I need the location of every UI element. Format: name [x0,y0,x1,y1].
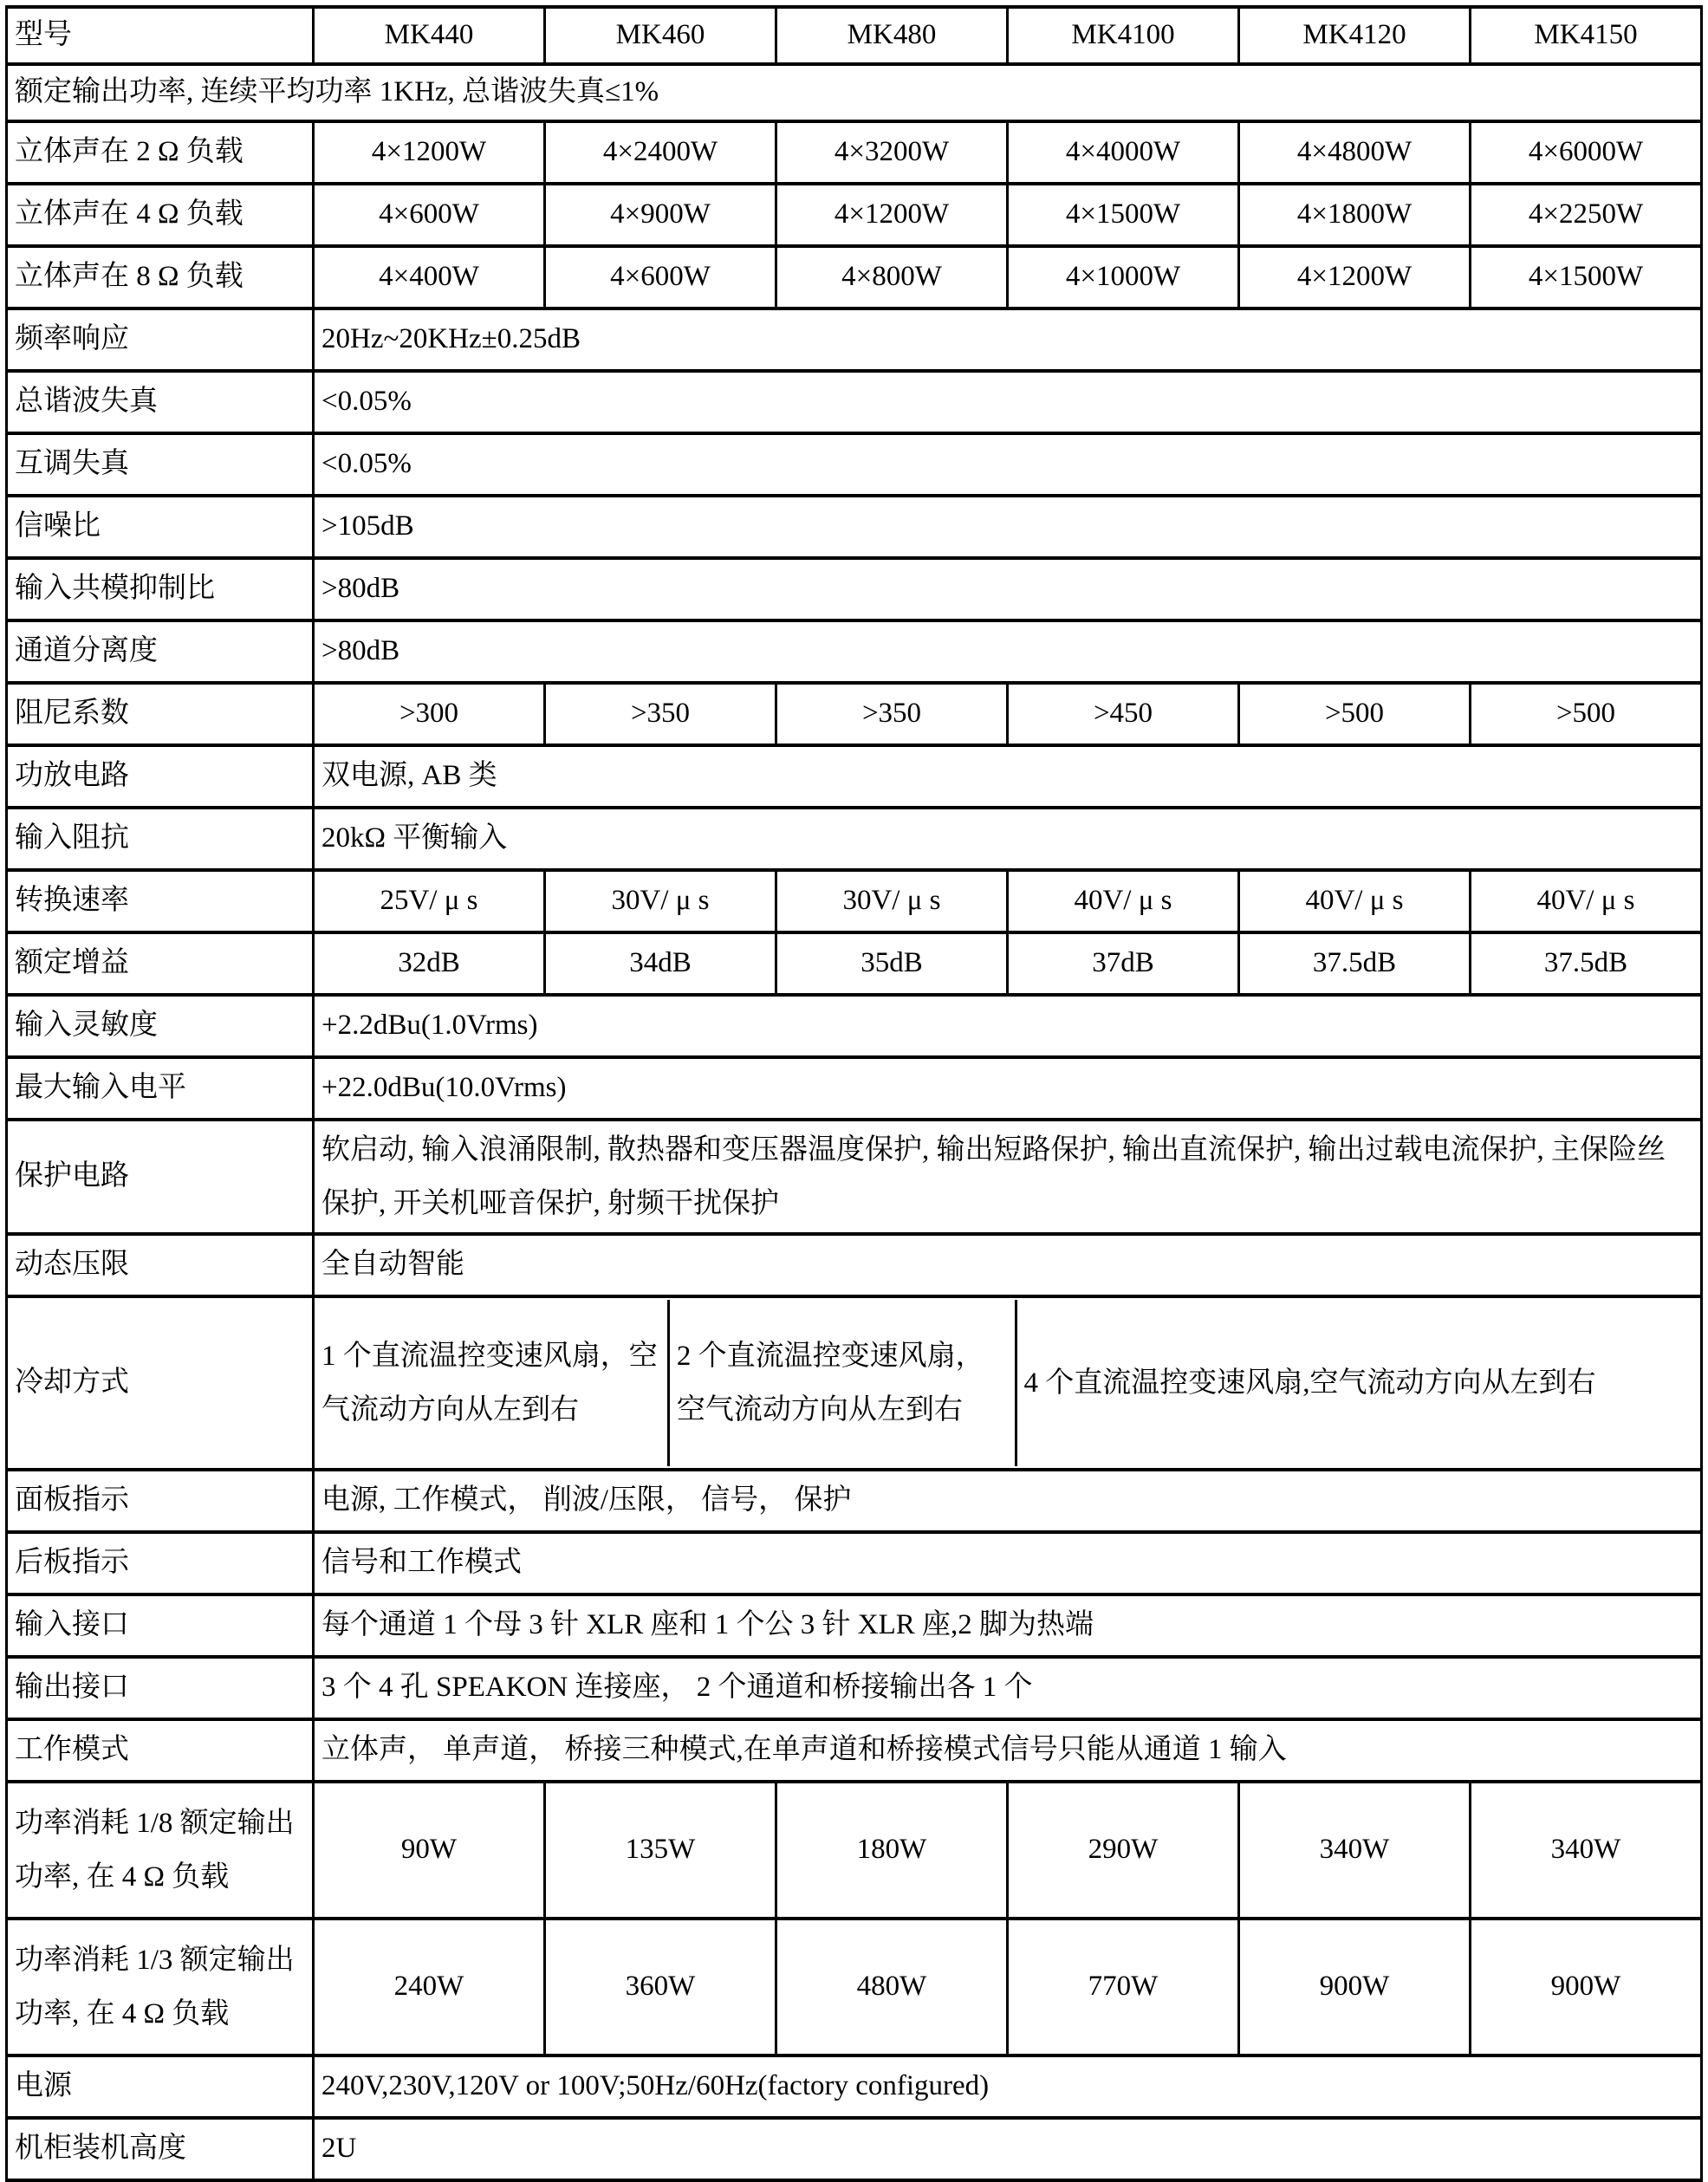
cooling-cell-quad-fan: 4 个直流温控变速风扇,空气流动方向从左到右 [1023,1367,1596,1399]
row-value: 4×1500W [1008,184,1239,246]
row-value: 37.5dB [1471,932,1702,995]
row-label: 机柜装机高度 [7,2118,314,2180]
cooling-cell-dual-fan: 2 个直流温控变速风扇，空气流动方向从左到右 [670,1300,1017,1466]
row-value: 4×1200W [1239,246,1471,308]
row-work-modes [7,1719,1702,1782]
row-value: 900W [1239,1919,1471,2055]
row-value: 信号和工作模式 [314,1532,1702,1594]
row-value: 4×2250W [1471,184,1702,246]
row-value: 770W [1008,1919,1239,2055]
row-value: 340W [1239,1782,1471,1919]
row-value: 240V,230V,120V or 100V;50Hz/60Hz(factory configured) [314,2055,1702,2118]
row-amp-circuit [7,745,1702,808]
row-stereo-2ohm [7,121,1702,184]
row-value: 4×1200W [776,184,1008,246]
row-value: +2.2dBu(1.0Vrms) [314,995,1702,1057]
row-channel-separation [7,620,1702,683]
row-label: 工作模式 [7,1719,314,1782]
model-header-mk440: MK440 [314,7,545,64]
row-value: 135W [545,1782,776,1919]
row-label: 输入灵敏度 [7,995,314,1057]
row-label: 互调失真 [7,433,314,496]
row-mains-power [7,2055,1702,2118]
row-max-input-level [7,1057,1702,1120]
row-rack-height [7,2118,1702,2180]
row-label: 电源 [7,2055,314,2118]
row-value: 软启动, 输入浪涌限制, 散热器和变压器温度保护, 输出短路保护, 输出直流保护, 输出过载电流保护, 主保险丝保护, 开关机哑音保护, 射频干扰保护 [314,1120,1702,1234]
row-value: <0.05% [314,433,1702,496]
row-front-panel-indicators [7,1470,1702,1532]
row-label: 冷却方式 [7,1296,314,1470]
row-value: 290W [1008,1782,1239,1919]
row-value: >80dB [314,558,1702,620]
row-value: 340W [1471,1782,1702,1919]
row-value: 4×900W [545,184,776,246]
row-value: <0.05% [314,371,1702,433]
row-label: 功率消耗 1/3 额定输出功率, 在 4 Ω 负载 [7,1919,314,2055]
row-label: 输出接口 [7,1657,314,1719]
row-value: 35dB [776,932,1008,995]
row-label: 输入共模抑制比 [7,558,314,620]
row-value: >80dB [314,620,1702,683]
row-value: >450 [1008,683,1239,745]
row-value: 900W [1471,1919,1702,2055]
row-value: 480W [776,1919,1008,2055]
row-label: 转换速率 [7,870,314,932]
row-label: 最大输入电平 [7,1057,314,1120]
row-output-connectors [7,1657,1702,1719]
row-value: >500 [1471,683,1702,745]
row-value: 40V/ μ s [1008,870,1239,932]
row-value: 90W [314,1782,545,1919]
row-value: 4×600W [314,184,545,246]
row-value: 20kΩ 平衡输入 [314,808,1702,870]
row-value: 180W [776,1782,1008,1919]
row-label: 输入接口 [7,1594,314,1657]
row-value: 4×1800W [1239,184,1471,246]
row-rear-panel-indicators [7,1532,1702,1594]
row-slew-rate [7,870,1702,932]
row-value: >350 [776,683,1008,745]
model-header-row [7,7,1702,64]
row-power-consumption-1-8 [7,1782,1702,1919]
row-value: >350 [545,683,776,745]
row-rated-gain [7,932,1702,995]
row-label: 额定增益 [7,932,314,995]
row-power-consumption-1-3 [7,1919,1702,2055]
row-snr [7,496,1702,558]
row-stereo-4ohm [7,184,1702,246]
model-header-mk4100: MK4100 [1008,7,1239,64]
row-value: 34dB [545,932,776,995]
row-cooling [7,1296,1702,1470]
row-value: 30V/ μ s [545,870,776,932]
row-label: 面板指示 [7,1470,314,1532]
row-value: 3 个 4 孔 SPEAKON 连接座， 2 个通道和桥接输出各 1 个 [314,1657,1702,1719]
row-value: 20Hz~20KHz±0.25dB [314,308,1702,371]
row-label: 通道分离度 [7,620,314,683]
row-label: 立体声在 4 Ω 负载 [7,184,314,246]
cooling-cell-single-fan: 1 个直流温控变速风扇，空气流动方向从左到右 [315,1300,670,1466]
row-dynamic-limiter [7,1234,1702,1296]
row-label: 功放电路 [7,745,314,808]
row-value: 4×800W [776,246,1008,308]
row-input-connectors [7,1594,1702,1657]
row-value: 电源, 工作模式， 削波/压限， 信号， 保护 [314,1470,1702,1532]
row-label: 阻尼系数 [7,683,314,745]
row-damping-factor [7,683,1702,745]
row-value: 360W [545,1919,776,2055]
row-label: 保护电路 [7,1120,314,1234]
row-value: 4×3200W [776,121,1008,184]
row-cmrr [7,558,1702,620]
spec-table [5,5,1703,2182]
row-value: 32dB [314,932,545,995]
row-value: 双电源, AB 类 [314,745,1702,808]
row-value: 37.5dB [1239,932,1471,995]
model-header-mk4120: MK4120 [1239,7,1471,64]
row-imd [7,433,1702,496]
row-value: >500 [1239,683,1471,745]
row-value: +22.0dBu(10.0Vrms) [314,1057,1702,1120]
row-label: 功率消耗 1/8 额定输出功率, 在 4 Ω 负载 [7,1782,314,1919]
row-value: >105dB [314,496,1702,558]
row-stereo-8ohm [7,246,1702,308]
rated-power-section-title: 额定输出功率, 连续平均功率 1KHz, 总谐波失真≤1% [7,64,1702,121]
model-header-mk460: MK460 [545,7,776,64]
row-value: 4×1500W [1471,246,1702,308]
model-header-mk4150: MK4150 [1471,7,1702,64]
row-value: >300 [314,683,545,745]
row-value: 4×4800W [1239,121,1471,184]
model-row-label: 型号 [7,7,314,64]
row-protection [7,1120,1702,1234]
row-value: 30V/ μ s [776,870,1008,932]
row-value: 4×6000W [1471,121,1702,184]
row-value: 4×400W [314,246,545,308]
row-input-impedance [7,808,1702,870]
row-value: 40V/ μ s [1471,870,1702,932]
model-header-mk480: MK480 [776,7,1008,64]
row-value: 2U [314,2118,1702,2180]
row-label: 后板指示 [7,1532,314,1594]
row-label: 总谐波失真 [7,371,314,433]
row-thd [7,371,1702,433]
row-label: 立体声在 2 Ω 负载 [7,121,314,184]
row-value: 4×1000W [1008,246,1239,308]
row-label: 输入阻抗 [7,808,314,870]
row-value: 4×1200W [314,121,545,184]
row-value: 4×2400W [545,121,776,184]
row-value: 37dB [1008,932,1239,995]
row-value: 立体声， 单声道， 桥接三种模式,在单声道和桥接模式信号只能从通道 1 输入 [314,1719,1702,1782]
row-label: 信噪比 [7,496,314,558]
row-frequency-response [7,308,1702,371]
row-label: 动态压限 [7,1234,314,1296]
row-value: 40V/ μ s [1239,870,1471,932]
row-value: 4×4000W [1008,121,1239,184]
row-label: 立体声在 8 Ω 负载 [7,246,314,308]
row-value: 每个通道 1 个母 3 针 XLR 座和 1 个公 3 针 XLR 座,2 脚为热端 [314,1594,1702,1657]
row-label: 频率响应 [7,308,314,371]
row-value: 240W [314,1919,545,2055]
row-value: 全自动智能 [314,1234,1702,1296]
row-value: 25V/ μ s [314,870,545,932]
row-value: 4×600W [545,246,776,308]
row-input-sensitivity [7,995,1702,1057]
cooling-cells [314,1296,1702,1470]
rated-power-section-row [7,64,1702,121]
